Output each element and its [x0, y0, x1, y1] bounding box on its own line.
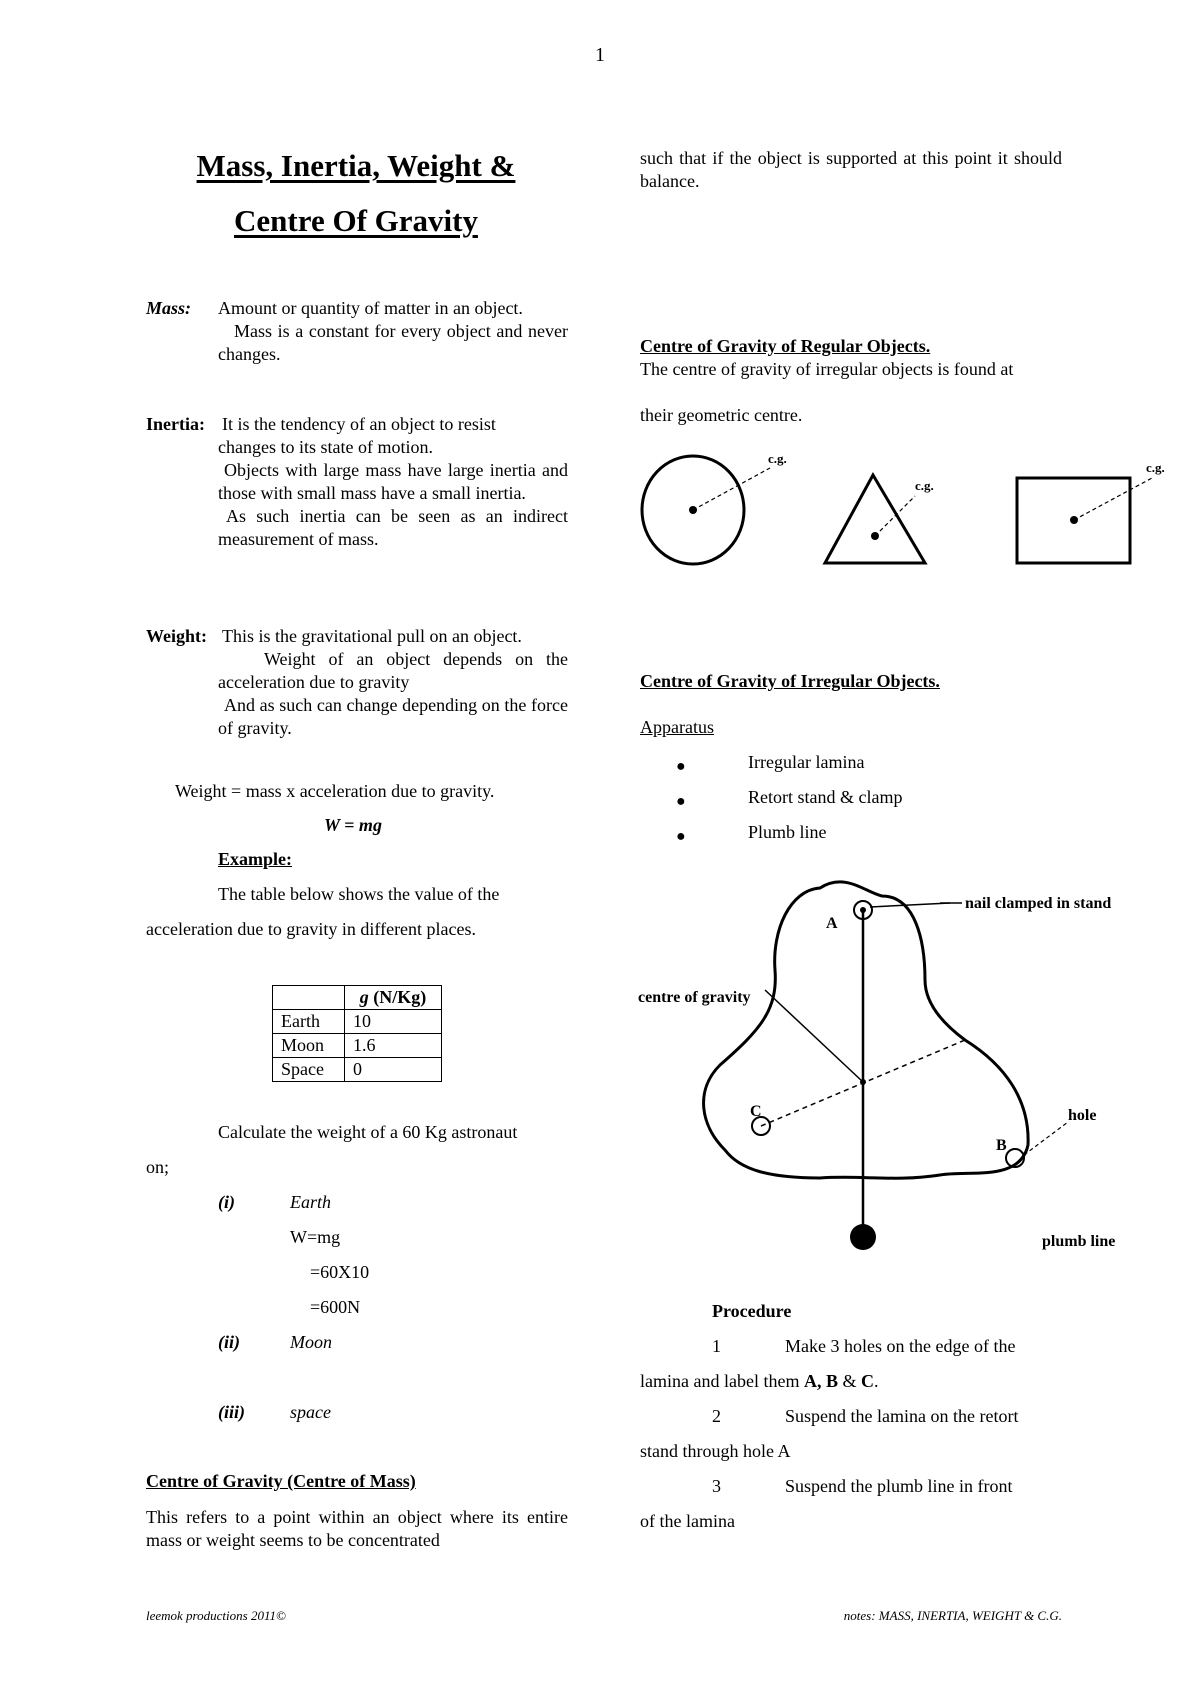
- table-cell-place: Space: [273, 1058, 345, 1082]
- step-number: 1: [712, 1336, 721, 1356]
- weight-term: Weight:: [146, 626, 207, 646]
- step-text: Suspend the lamina on the retort: [785, 1406, 1019, 1426]
- gravity-table: [272, 985, 442, 1082]
- table-header-g: g (N/Kg): [345, 986, 442, 1010]
- table-cell-value: 1.6: [345, 1034, 442, 1058]
- table-cell-place: Earth: [273, 1010, 345, 1034]
- weight-definition: [218, 648, 568, 740]
- question-line2: on;: [146, 1157, 170, 1177]
- part-place: Moon: [290, 1332, 332, 1352]
- irregular-heading: Centre of Gravity of Irregular Objects.: [640, 671, 940, 691]
- weight-para2: And as such can change depending on the force of gravity.: [218, 695, 568, 738]
- weight-formula: W = mg: [324, 815, 382, 835]
- weight-formula-text: Weight = mass x acceleration due to gravity.: [175, 781, 495, 801]
- step-text-cont: lamina and label them A, B & C.: [640, 1371, 879, 1391]
- apparatus-list: [676, 751, 1076, 856]
- step-text-cont: stand through hole A: [640, 1441, 791, 1461]
- rectangle-shape: [1017, 460, 1165, 563]
- label-b: B: [996, 1137, 1007, 1154]
- cog-text-continued: such that if the object is supported at this point it should balance.: [640, 148, 1062, 191]
- regular-line1: The centre of gravity of irregular objects is found at: [640, 359, 1014, 379]
- regular-line2: their geometric centre.: [640, 405, 803, 425]
- footer-right: notes: MASS, INERTIA, WEIGHT & C.G.: [843, 1608, 1062, 1623]
- circle-shape: [642, 451, 787, 564]
- procedure-heading: Procedure: [712, 1301, 792, 1321]
- label-plumb-line: plumb line: [1042, 1233, 1116, 1250]
- inertia-para3: As such inertia can be seen as an indirect measurement of mass.: [218, 506, 568, 549]
- step-text-cont: of the lamina: [640, 1511, 735, 1531]
- example-heading: Example:: [218, 849, 292, 869]
- working-line: W=mg: [290, 1227, 341, 1247]
- inertia-term: Inertia:: [146, 414, 205, 434]
- inertia-para2: Objects with large mass have large inertia and those with small mass have a small inertia.: [218, 460, 568, 503]
- inertia-definition: [218, 436, 568, 551]
- page-number: 1: [595, 44, 605, 66]
- mass-line1: Amount or quantity of matter in an object.: [218, 298, 523, 318]
- example-intro-line2: acceleration due to gravity in different places.: [146, 919, 477, 939]
- plumb-bob: [850, 1224, 876, 1250]
- mass-definition: [218, 297, 568, 366]
- step-number: 2: [712, 1406, 721, 1426]
- table-header-row: [273, 986, 442, 1010]
- cog-heading: Centre of Gravity (Centre of Mass): [146, 1471, 416, 1491]
- step-text: Suspend the plumb line in front: [785, 1476, 1013, 1496]
- table-header-empty: [273, 986, 345, 1010]
- list-item: ● Plumb line: [676, 822, 827, 845]
- label-nail: nail clamped in stand: [965, 895, 1112, 912]
- centre-pointer: [765, 990, 863, 1082]
- step-number: 3: [712, 1476, 721, 1496]
- working-line: =600N: [310, 1297, 361, 1317]
- part-label: (ii): [218, 1332, 240, 1352]
- inertia-line1: It is the tendency of an object to resist: [222, 414, 496, 434]
- table-cell-place: Moon: [273, 1034, 345, 1058]
- label-centre-of-gravity: centre of gravity: [638, 989, 751, 1006]
- weight-line1: This is the gravitational pull on an object.: [222, 626, 522, 646]
- page-subtitle: Centre Of Gravity: [234, 203, 478, 238]
- mass-term: Mass:: [146, 298, 192, 318]
- example-intro-line1: The table below shows the value of the: [218, 884, 500, 904]
- question-line1: Calculate the weight of a 60 Kg astronaut: [218, 1122, 518, 1142]
- mass-rest: Mass is a constant for every object and never changes.: [218, 321, 568, 364]
- lamina-outline: [704, 882, 1029, 1178]
- list-item: ● Irregular lamina: [676, 752, 865, 775]
- label-c: C: [750, 1103, 762, 1120]
- table-cell-value: 10: [345, 1010, 442, 1034]
- weight-para1: Weight of an object depends on the acceleration due to gravity: [218, 649, 568, 692]
- footer-left: leemok productions 2011©: [146, 1608, 286, 1623]
- rectangle-cg-label: c.g.: [1146, 460, 1165, 475]
- table-row: [273, 1058, 442, 1082]
- triangle-shape: [825, 475, 934, 563]
- part-label: (iii): [218, 1402, 245, 1422]
- page-title: Mass, Inertia, Weight &: [196, 148, 516, 183]
- part-label: (i): [218, 1192, 235, 1212]
- regular-shapes-diagram: [630, 440, 1190, 575]
- label-hole: hole: [1068, 1107, 1097, 1124]
- cog-text: This refers to a point within an object where its entire mass or weight seems to be concentrated: [146, 1507, 568, 1550]
- part-place: Earth: [290, 1192, 332, 1212]
- irregular-lamina-diagram: [620, 870, 1140, 1260]
- triangle-cg-label: c.g.: [915, 478, 934, 493]
- part-place: space: [290, 1402, 331, 1422]
- table-cell-value: 0: [345, 1058, 442, 1082]
- list-item: ● Retort stand & clamp: [676, 787, 903, 810]
- table-row: [273, 1034, 442, 1058]
- working-line: =60X10: [310, 1262, 370, 1282]
- step-text: Make 3 holes on the edge of the: [785, 1336, 1016, 1356]
- table-row: [273, 1010, 442, 1034]
- apparatus-heading: Apparatus: [640, 717, 714, 737]
- regular-heading: Centre of Gravity of Regular Objects.: [640, 336, 931, 356]
- circle-cg-label: c.g.: [768, 451, 787, 466]
- label-a: A: [826, 915, 838, 932]
- inertia-para1: changes to its state of motion.: [218, 437, 433, 457]
